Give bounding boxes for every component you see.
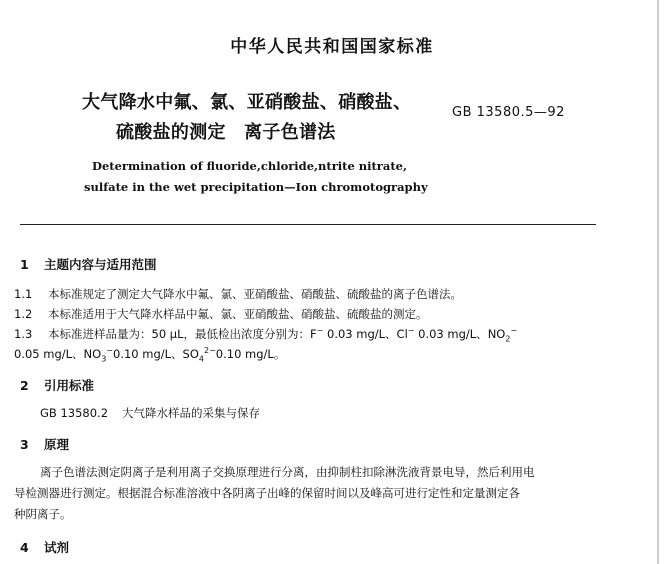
section-number: 1: [20, 257, 29, 272]
nitrite-value: 0.05 mg/L、: [14, 347, 84, 361]
nitrite-subscript: 2: [505, 334, 511, 344]
sulfate-subscript: 4: [198, 354, 204, 364]
clause-text: 本标准适用于大气降水样品中氟、氯、亚硝酸盐、硝酸盐、硫酸盐的测定。: [48, 307, 428, 321]
clause-text: 本标准规定了测定大气降水中氟、氯、亚硝酸盐、硝酸盐、硫酸盐的离子色谱法。: [48, 287, 462, 301]
page-edge-shadow: [657, 0, 659, 564]
clause-1-1: [14, 286, 462, 302]
clause-1-2: [14, 306, 428, 322]
title-cn-line1: 大气降水中氟、氯、亚硝酸盐、硝酸盐、: [82, 92, 412, 113]
section-number: 2: [20, 378, 29, 393]
clause-1-3-line1: [14, 326, 517, 342]
header-divider: [20, 224, 596, 225]
nitrate-value: 0.10 mg/L、: [113, 347, 183, 361]
section-1-heading: [20, 255, 157, 273]
title-en-line2: sulfate in the wet precipitation—Ion chromotography: [84, 180, 428, 194]
section-4-heading: [20, 538, 69, 556]
clause-number: 1.1: [14, 287, 33, 301]
ref-title: 大气降水样品的采集与保存: [122, 406, 261, 420]
nitrate-ion: NO: [83, 347, 102, 361]
clause-number: 1.2: [14, 307, 33, 321]
title-cn-line2: 硫酸盐的测定 离子色谱法: [116, 122, 336, 143]
section-title: 引用标准: [44, 378, 95, 393]
chloride-charge: −: [407, 326, 415, 336]
principle-line3: 种阴离子。: [14, 507, 72, 521]
standard-code: GB 13580.5—92: [452, 105, 565, 120]
title-en-line1: Determination of fluoride,chloride,ntrite nitrate,: [92, 159, 407, 173]
sulfate-ion: SO: [182, 347, 199, 361]
clause-text: 本标准进样品量为：50 μL，最低检出浓度分别为：: [48, 327, 311, 341]
nitrate-subscript: 3: [101, 354, 107, 364]
clause-number: 1.3: [14, 327, 33, 341]
ref-code: GB 13580.2: [40, 406, 109, 420]
fluoride-ion: F: [310, 327, 317, 341]
section-number: 3: [20, 437, 29, 452]
section-title: 原理: [44, 437, 70, 452]
nitrite-charge: −: [510, 326, 518, 336]
sulfate-value: 0.10 mg/L。: [215, 347, 286, 361]
chloride-ion: Cl: [396, 327, 408, 341]
section-2-heading: [20, 376, 94, 394]
fluoride-charge: −: [316, 326, 324, 336]
clause-1-3-line2: [14, 346, 285, 362]
principle-line1: 离子色谱法测定阴离子是利用离子交换原理进行分离，由抑制柱扣除淋洗液背景电导，然后利用电: [40, 465, 535, 479]
principle-line2: 导检测器进行测定。根据混合标准溶液中各阴离子出峰的保留时间以及峰高可进行定性和定量测定各: [14, 486, 520, 500]
referenced-standard: [40, 405, 260, 421]
section-title: 试剂: [44, 540, 70, 555]
section-3-heading: [20, 435, 69, 453]
section-title: 主题内容与适用范围: [44, 257, 157, 272]
sulfate-charge: 2−: [204, 346, 216, 356]
nitrite-ion: NO: [487, 327, 506, 341]
chloride-value: 0.03 mg/L、: [414, 327, 488, 341]
country-standard-heading: 中华人民共和国国家标准: [230, 37, 434, 57]
section-number: 4: [20, 540, 29, 555]
fluoride-value: 0.03 mg/L、: [323, 327, 397, 341]
nitrate-charge: −: [106, 346, 113, 356]
